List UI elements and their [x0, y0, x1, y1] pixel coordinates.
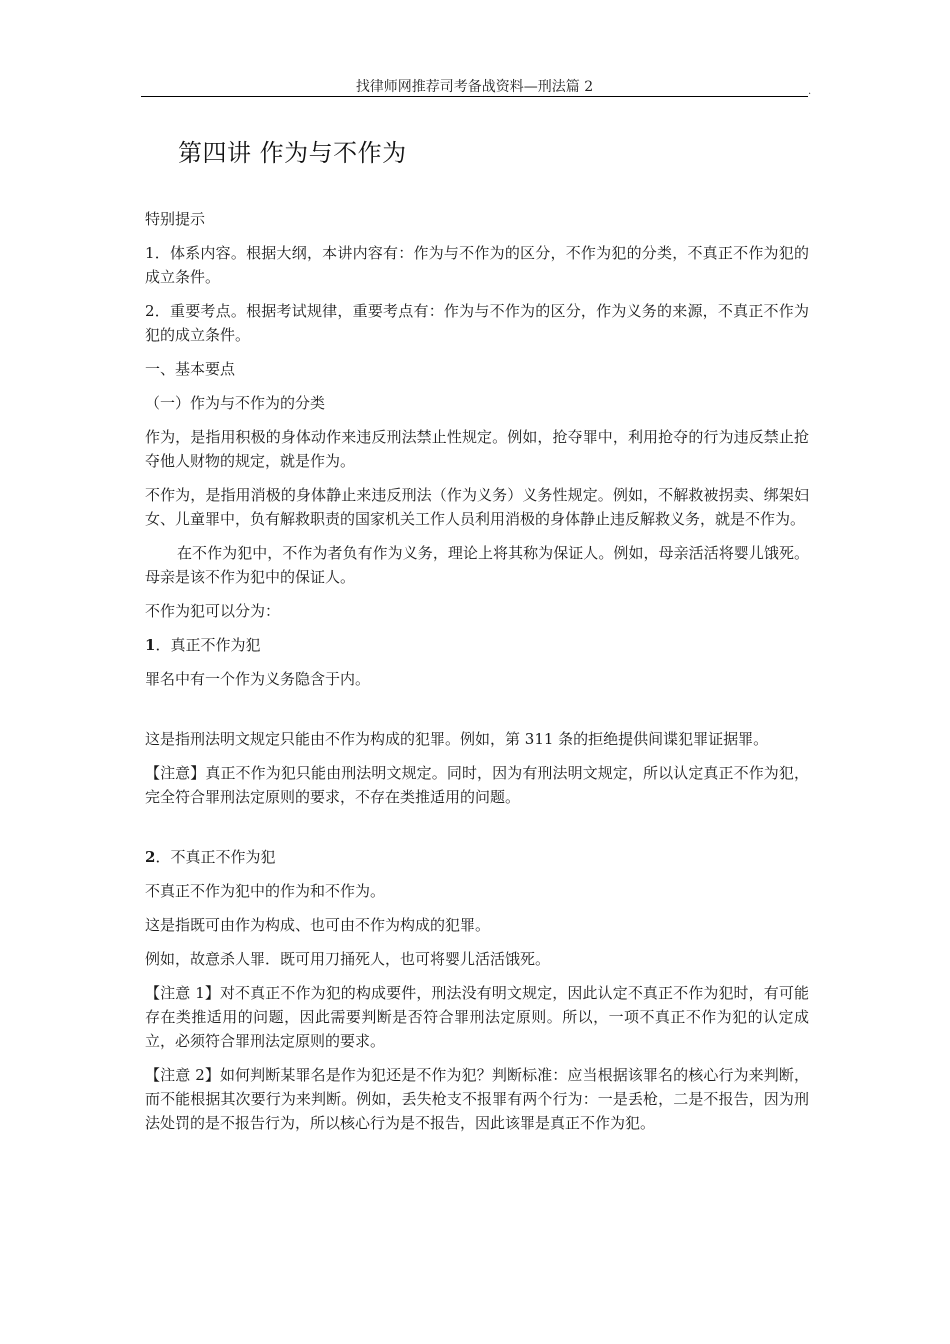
- heading-number: 2: [145, 848, 156, 866]
- section-heading-basics: 一、基本要点: [145, 360, 236, 378]
- untrue-omission-note: 不真正不作为犯中的作为和不作为。: [145, 882, 386, 900]
- header-divider: [141, 96, 808, 97]
- heading-untrue-omission: [145, 845, 809, 869]
- act-definition-paragraph: 作为，是指用积极的身体动作来违反刑法禁止性规定。例如，抢夺罪中，利用抢夺的行为违反禁止抢夺他人财物的规定，就是作为。: [145, 428, 809, 470]
- true-omission-attention: 【注意】真正不作为犯只能由刑法明文规定。同时，因为有刑法明文规定，所以认定真正不作为犯，完全符合罪刑法定原则的要求，不存在类推适用的问题。: [145, 764, 809, 806]
- guarantor-paragraph: 在不作为犯中，不作为者负有作为义务，理论上将其称为保证人。例如，母亲活活将婴儿饿死。母亲是该不作为犯中的保证人。: [145, 544, 809, 586]
- untrue-omission-definition: 这是指既可由作为构成、也可由不作为构成的犯罪。: [145, 916, 491, 934]
- subsection-heading-classification: （一）作为与不作为的分类: [145, 394, 326, 412]
- heading-text: ．真正不作为犯: [155, 636, 261, 654]
- true-omission-note: 罪名中有一个作为义务隐含于内。: [145, 670, 371, 688]
- header-mark: .: [808, 86, 812, 97]
- special-notice-heading: 特别提示: [145, 210, 206, 228]
- key-points-paragraph: 2．重要考点。根据考试规律，重要考点有：作为与不作为的区分，作为义务的来源，不真正不作为犯的成立条件。: [145, 302, 809, 344]
- document-body: [145, 207, 809, 1145]
- lecture-title: 第四讲 作为与不作为: [178, 139, 407, 167]
- omission-types-intro: 不作为犯可以分为：: [145, 602, 281, 620]
- heading-number: 1: [145, 636, 156, 654]
- attention-one-paragraph: 【注意 1】对不真正不作为犯的构成要件，刑法没有明文规定，因此认定不真正不作为犯时，有可能存在类推适用的问题，因此需要判断是否符合罪刑法定原则。所以，一项不真正不作为犯的认定成立，必须符合罪刑法定原则的要求。: [145, 984, 809, 1050]
- untrue-omission-example: 例如，故意杀人罪．既可用刀捅死人，也可将婴儿活活饿死。: [145, 950, 551, 968]
- page-header: 找律师网推荐司考备战资料—刑法篇 2: [355, 79, 594, 95]
- heading-text: ．不真正不作为犯: [155, 848, 276, 866]
- heading-true-omission: [145, 633, 809, 657]
- omission-definition-paragraph: 不作为，是指用消极的身体静止来违反刑法（作为义务）义务性规定。例如，不解救被拐卖、绑架妇女、儿童罪中，负有解救职责的国家机关工作人员利用消极的身体静止违反解救义务，就是不作为。: [145, 486, 809, 528]
- system-content-paragraph: 1．体系内容。根据大纲，本讲内容有：作为与不作为的区分，不作为犯的分类，不真正不作为犯的成立条件。: [145, 244, 809, 286]
- true-omission-definition: 这是指刑法明文规定只能由不作为构成的犯罪。例如，第 311 条的拒绝提供间谍犯罪证据罪。: [145, 730, 769, 748]
- attention-two-paragraph: 【注意 2】如何判断某罪名是作为犯还是不作为犯？判断标准：应当根据该罪名的核心行为来判断，而不能根据其次要行为来判断。例如，丢失枪支不报罪有两个行为：一是丢枪，二是不报告，因为刑法处罚的是不报告行为，所以核心行为是不报告，因此该罪是真正不作为犯。: [145, 1066, 809, 1132]
